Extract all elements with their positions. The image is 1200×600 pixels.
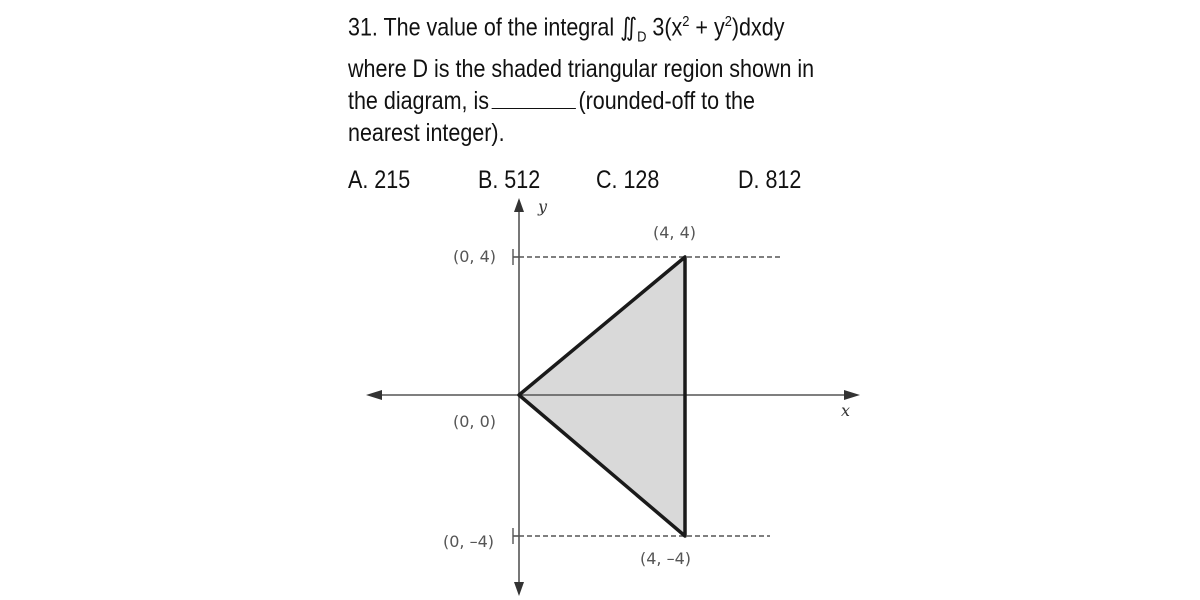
label-point-4-4: (4, 4): [653, 223, 697, 242]
y-axis-label: y: [538, 197, 548, 216]
option-d[interactable]: D. 812: [738, 166, 802, 194]
label-point-4-neg4: (4, –4): [640, 549, 692, 568]
label-point-0-4: (0, 4): [453, 247, 497, 266]
x-axis-arrow-left-icon: [366, 390, 382, 400]
question-line-4: nearest integer).: [348, 119, 505, 148]
q3-before: the diagram, is: [348, 87, 490, 116]
shaded-triangle: [519, 257, 685, 536]
q1-sup2: 2: [724, 13, 732, 30]
x-axis-arrow-right-icon: [844, 390, 860, 400]
q1-suffix: )dxdy: [731, 13, 785, 42]
y-axis-arrow-up-icon: [514, 198, 524, 212]
question-line-2: where D is the shaded triangular region shown in: [348, 55, 815, 84]
option-a[interactable]: A. 215: [348, 166, 411, 194]
y-axis-arrow-down-icon: [514, 582, 524, 596]
option-b[interactable]: B. 512: [478, 166, 541, 194]
label-point-0-0: (0, 0): [453, 412, 497, 431]
x-axis-label: x: [841, 401, 851, 420]
label-point-0-neg4: (0, –4): [443, 532, 495, 551]
q3-after: (rounded-off to the: [578, 87, 755, 116]
q1-prefix: 31. The value of the integral ∬: [348, 13, 638, 42]
q1-sup1: 2: [682, 13, 690, 30]
option-c[interactable]: C. 128: [596, 166, 660, 194]
q1-sub: D: [637, 28, 647, 46]
q1-mid: 3(x: [646, 13, 683, 42]
q1-plus: + y: [689, 13, 725, 42]
